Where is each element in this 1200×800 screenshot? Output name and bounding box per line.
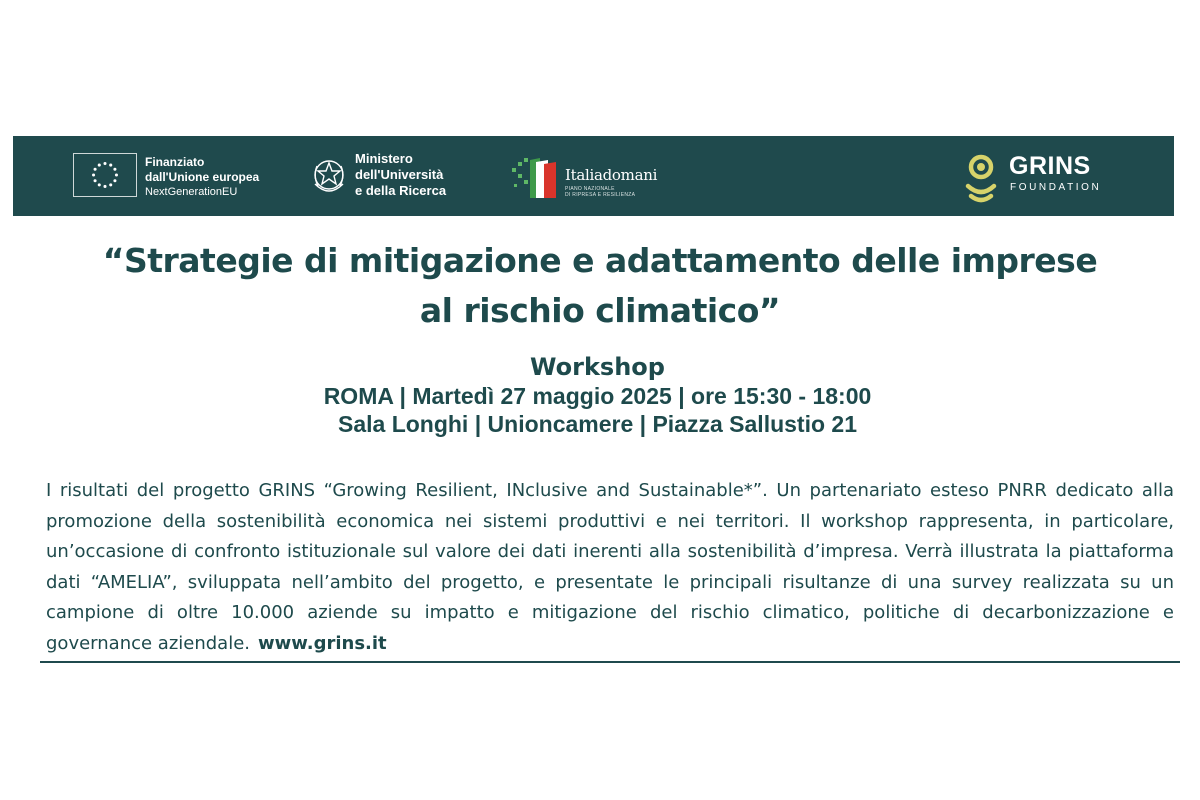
event-venue: Sala Longhi | Unioncamere | Piazza Sallustio 21 bbox=[337, 411, 858, 437]
mur-line-2: dell'Università bbox=[355, 167, 444, 182]
eu-flag-icon bbox=[73, 153, 137, 197]
eu-line-2: dall'Unione europea bbox=[145, 170, 260, 184]
italiadomani-sub-line-1: PIANO NAZIONALE bbox=[565, 186, 615, 192]
event-date-time: ROMA | Martedì 27 maggio 2025 | ore 15:30 - 18:00 bbox=[323, 383, 872, 409]
mur-text bbox=[355, 151, 446, 199]
website-link[interactable]: www.grins.it bbox=[258, 632, 387, 654]
description-text: I risultati del progetto GRINS “Growing Resilient, INclusive and Sustainable*”. Un partenariato esteso PNRR dedicato alla promozione della sostenibilità economica nei sistemi produttivi e nei territori. Il workshop rappresenta, in particolare, un’occasione di confronto istituzionale sul valore dei dati inerenti alla sostenibilità d’impresa. Verrà illustrata la piattaforma dati “AMELIA”, sviluppata nell’ambito del progetto, e presentate le principali risultanze di una survey realizzata su un campione di oltre 10.000 aziende su impatto e mitigazione del rischio climatico, politiche di decarbonizzazione e governance aziendale. bbox=[46, 480, 1174, 654]
event-type: Workshop bbox=[530, 353, 665, 381]
italiadomani-name: Italiadomani bbox=[565, 166, 658, 184]
mur-line-3: e della Ricerca bbox=[355, 183, 447, 198]
eu-line-3: NextGenerationEU bbox=[145, 186, 238, 198]
eu-line-1: Finanziato bbox=[145, 155, 205, 169]
grins-name: GRINS bbox=[1009, 152, 1091, 180]
divider bbox=[40, 661, 1180, 663]
title-line-2: al rischio climatico” bbox=[419, 291, 781, 330]
mur-line-1: Ministero bbox=[355, 151, 413, 166]
italian-emblem-icon bbox=[309, 154, 349, 200]
grins-subtitle: FOUNDATION bbox=[1010, 182, 1102, 193]
event-title bbox=[0, 236, 1200, 336]
italiadomani-subtitle bbox=[565, 186, 635, 198]
event-details bbox=[0, 352, 1195, 438]
eu-funding-text bbox=[145, 155, 259, 200]
title-line-1: “Strategie di mitigazione e adattamento delle imprese bbox=[102, 241, 1098, 280]
description-paragraph bbox=[46, 476, 1174, 660]
italiadomani-mark-icon bbox=[510, 154, 560, 202]
italiadomani-sub-line-2: DI RIPRESA E RESILIENZA bbox=[565, 192, 636, 198]
grins-mark-icon bbox=[963, 150, 999, 206]
logo-banner bbox=[13, 136, 1174, 216]
